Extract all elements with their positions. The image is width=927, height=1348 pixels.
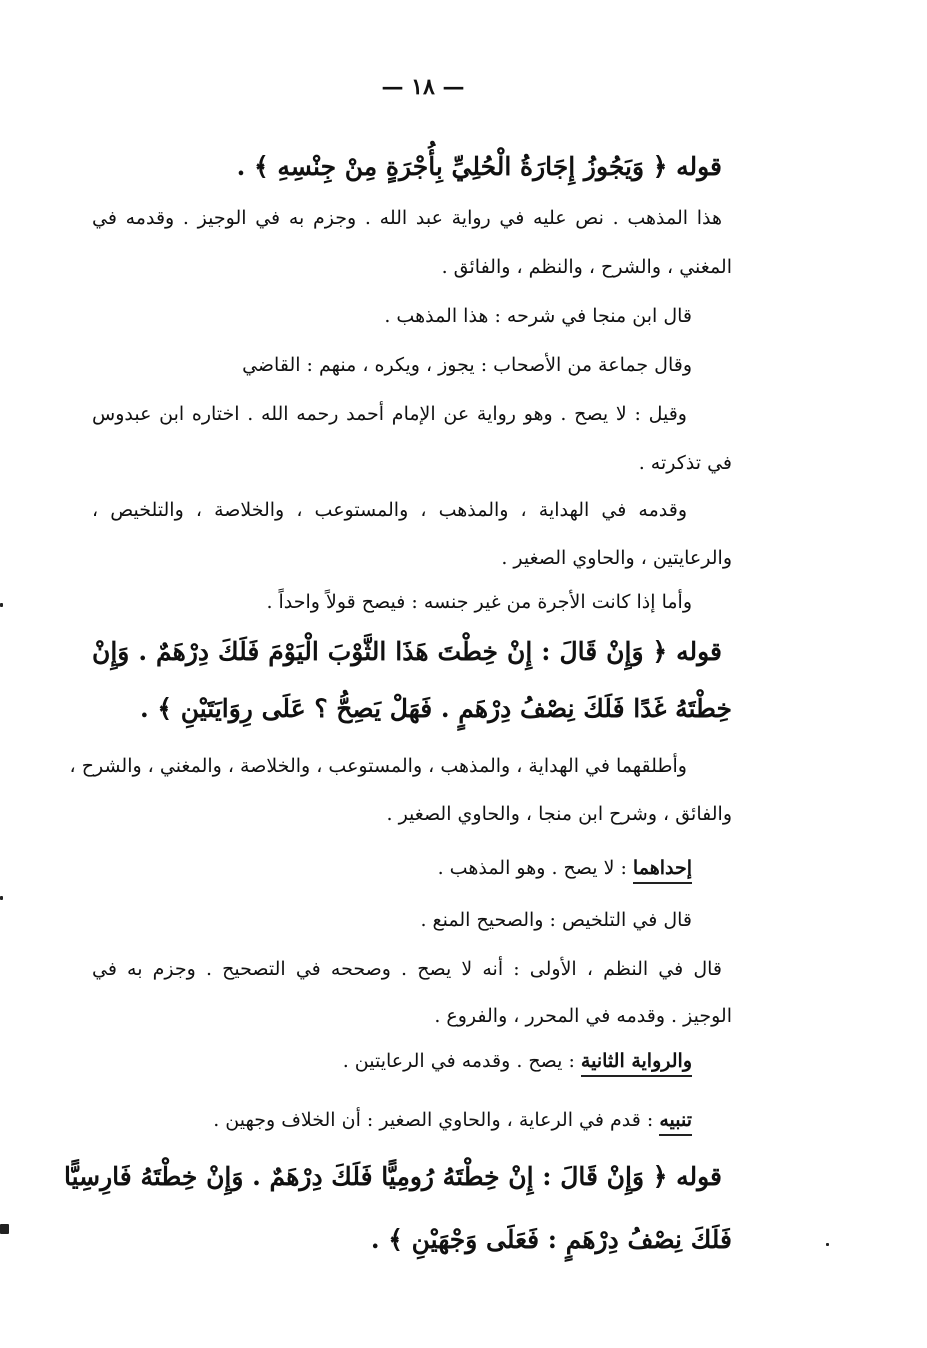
- heading-term: والرواية الثانية: [581, 1050, 692, 1077]
- text-line: [213, 1106, 692, 1134]
- scan-speck: [0, 896, 3, 900]
- text-line: في تذكرته .: [638, 452, 732, 474]
- page-number: — ١٨ —: [381, 74, 465, 100]
- heading-term: تنبيه: [659, 1109, 692, 1136]
- text-line: قال في التلخيص : والصحيح المنع .: [420, 909, 692, 931]
- scan-speck: [0, 603, 3, 607]
- quote-line: قوله ﴿ وَإِنْ قَالَ : إِنْ خِطْتَهُ رُومِيًّا فَلَكَ دِرْهَمٌ . وَإِنْ خِطْتَهُ فَارِسِيًّا: [64, 1162, 722, 1191]
- text-line: والرعايتين ، والحاوي الصغير .: [501, 547, 732, 569]
- text-fragment: : لا يصح . وهو المذهب .: [437, 857, 627, 879]
- text-line: قال في النظم ، الأولى : أنه لا يصح . وصححه في التصحيح . وجزم به في: [92, 958, 722, 980]
- text-line: [343, 1047, 692, 1075]
- text-line: وأطلقهما في الهداية ، والمذهب ، والمستوعب ، والخلاصة ، والمغني ، والشرح ،: [69, 755, 687, 777]
- text-line: وقيل : لا يصح . وهو رواية عن الإمام أحمد رحمه الله . اختاره ابن عبدوس: [92, 403, 687, 425]
- text-line: هذا المذهب . نص عليه في رواية عبد الله . وجزم به في الوجيز . وقدمه في: [92, 207, 722, 229]
- heading-term: إحداهما: [633, 857, 692, 884]
- scan-speck: [826, 1243, 829, 1246]
- quote-line: فَلَكَ نِصْفُ دِرْهَمٍ : فَعَلَى وَجْهَيْنِ ﴾ .: [370, 1225, 732, 1254]
- text-fragment: : يصح . وقدمه في الرعايتين .: [342, 1050, 575, 1072]
- text-line: قال ابن منجا في شرحه : هذا المذهب .: [384, 305, 692, 327]
- quote-line: خِطْتَهُ غَدًا فَلَكَ نِصْفُ دِرْهَمٍ . فَهَلْ يَصِحُّ ؟ عَلَى رِوَايَتَيْنِ ﴾ .: [139, 694, 732, 723]
- text-line: الوجيز . وقدمه في المحرر ، والفروع .: [434, 1005, 732, 1027]
- text-line: وقال جماعة من الأصحاب : يجوز ، ويكره ، منهم : القاضي: [242, 354, 692, 376]
- text-line: والفائق ، وشرح ابن منجا ، والحاوي الصغير .: [386, 803, 732, 825]
- text-line: المغني ، والشرح ، والنظم ، والفائق .: [441, 256, 732, 278]
- text-line: [438, 854, 692, 882]
- text-fragment: : قدم في الرعاية ، والحاوي الصغير : أن الخلاف وجهين .: [213, 1109, 654, 1131]
- quote-line: قوله ﴿ وَيَجُوزُ إِجَارَةُ الْحُلِيِّ بِأُجْرَةٍ مِنْ جِنْسِهِ ﴾ .: [236, 152, 722, 181]
- quote-line: قوله ﴿ وَإِنْ قَالَ : إِنْ خِطْتَ هَذَا الثَّوْبَ الْيَوْمَ فَلَكَ دِرْهَمٌ . وَإِنْ: [92, 637, 722, 666]
- scan-speck: [0, 1224, 9, 1234]
- text-line: وأما إذا كانت الأجرة من غير جنسه : فيصح قولاً واحداً .: [266, 591, 692, 613]
- text-line: وقدمه في الهداية ، والمذهب ، والمستوعب ، والخلاصة ، والتلخيص ،: [92, 499, 687, 521]
